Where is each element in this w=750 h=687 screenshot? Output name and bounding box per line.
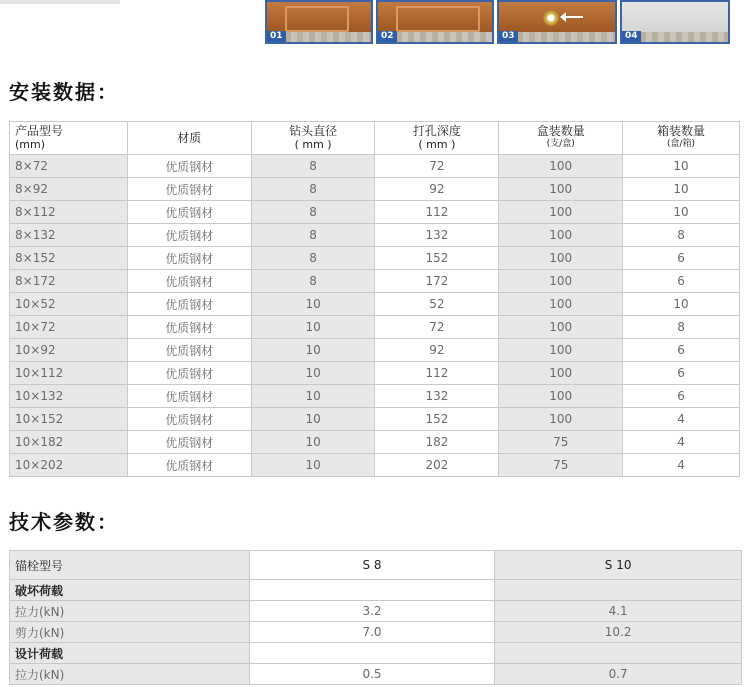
cell-material: 优质钢材 [127, 201, 251, 224]
table-header-row [10, 122, 740, 155]
tech-params-title: 技术参数： [9, 510, 119, 534]
cell-drill-diameter: 10 [251, 339, 375, 362]
cell-material: 优质钢材 [127, 155, 251, 178]
header-anchor-model: 锚栓型号 [10, 551, 250, 580]
cell-drill-diameter: 10 [251, 454, 375, 477]
cell-drill-diameter: 8 [251, 155, 375, 178]
cell-carton-qty: 6 [623, 247, 740, 270]
cell-material: 优质钢材 [127, 408, 251, 431]
cell-drill-diameter: 10 [251, 362, 375, 385]
install-data-title: 安装数据： [9, 80, 119, 104]
cell-material: 优质钢材 [127, 339, 251, 362]
cell-model: 8×132 [10, 224, 128, 247]
cell-s10: 10.2 [495, 622, 742, 643]
install-data-table [9, 121, 740, 477]
cell-box-qty: 75 [499, 431, 623, 454]
step-image-4 [620, 0, 730, 44]
cell-drill-depth: 52 [375, 293, 499, 316]
table-row [10, 155, 740, 178]
cell-box-qty: 100 [499, 247, 623, 270]
cell-carton-qty: 8 [623, 316, 740, 339]
cell-model: 8×72 [10, 155, 128, 178]
cell-s8: 7.0 [249, 622, 495, 643]
cell-label: 设计荷载 [10, 643, 250, 664]
arrow-left-icon [565, 16, 583, 18]
cell-material: 优质钢材 [127, 247, 251, 270]
cell-material: 优质钢材 [127, 316, 251, 339]
table-row [10, 385, 740, 408]
tech-row [10, 601, 742, 622]
cell-drill-depth: 182 [375, 431, 499, 454]
cell-carton-qty: 6 [623, 362, 740, 385]
cell-model: 8×172 [10, 270, 128, 293]
cell-s10: 4.1 [495, 601, 742, 622]
step-image-2 [376, 0, 494, 44]
cell-carton-qty: 6 [623, 385, 740, 408]
header-drill-depth: 打孔深度 ( mm ) [375, 122, 499, 155]
cell-model: 10×202 [10, 454, 128, 477]
anchor-head-icon [543, 10, 559, 26]
cell-carton-qty: 6 [623, 339, 740, 362]
step-number: 01 [267, 31, 286, 42]
cell-model: 8×152 [10, 247, 128, 270]
cell-drill-depth: 202 [375, 454, 499, 477]
cell-drill-diameter: 8 [251, 270, 375, 293]
cell-s8 [249, 580, 495, 601]
cell-carton-qty: 8 [623, 224, 740, 247]
table-row [10, 362, 740, 385]
table-row [10, 431, 740, 454]
cell-box-qty: 100 [499, 293, 623, 316]
cell-drill-diameter: 10 [251, 385, 375, 408]
table-row [10, 270, 740, 293]
header-drill-diameter: 钻头直径 ( mm ) [251, 122, 375, 155]
cell-box-qty: 100 [499, 224, 623, 247]
cell-carton-qty: 4 [623, 454, 740, 477]
cell-drill-diameter: 8 [251, 201, 375, 224]
tech-row [10, 622, 742, 643]
step-image-1 [265, 0, 373, 44]
cell-box-qty: 100 [499, 408, 623, 431]
cell-drill-depth: 132 [375, 224, 499, 247]
cell-s10: 0.7 [495, 664, 742, 685]
cell-s10 [495, 643, 742, 664]
cell-carton-qty: 10 [623, 155, 740, 178]
cell-drill-depth: 152 [375, 247, 499, 270]
cell-material: 优质钢材 [127, 385, 251, 408]
cell-material: 优质钢材 [127, 224, 251, 247]
cell-model: 10×182 [10, 431, 128, 454]
cell-carton-qty: 4 [623, 431, 740, 454]
table-row [10, 454, 740, 477]
cell-s8: 0.5 [249, 664, 495, 685]
cell-label: 剪力(kN) [10, 622, 250, 643]
cell-model: 10×132 [10, 385, 128, 408]
install-steps-strip [0, 0, 750, 48]
cell-box-qty: 100 [499, 178, 623, 201]
cell-carton-qty: 4 [623, 408, 740, 431]
cell-material: 优质钢材 [127, 362, 251, 385]
cell-material: 优质钢材 [127, 178, 251, 201]
header-material: 材质 [127, 122, 251, 155]
table-row [10, 316, 740, 339]
header-carton-qty: 箱装数量 (盒/箱) [623, 122, 740, 155]
step-image-3 [497, 0, 617, 44]
header-model: 产品型号 (mm) [10, 122, 128, 155]
step-number: 03 [499, 31, 518, 42]
table-row [10, 224, 740, 247]
cell-drill-diameter: 8 [251, 247, 375, 270]
cell-material: 优质钢材 [127, 293, 251, 316]
cell-s8 [249, 643, 495, 664]
table-row [10, 408, 740, 431]
tech-row [10, 580, 742, 601]
cell-box-qty: 100 [499, 339, 623, 362]
cell-box-qty: 100 [499, 362, 623, 385]
table-row [10, 339, 740, 362]
cell-carton-qty: 10 [623, 293, 740, 316]
tech-header-row [10, 551, 742, 580]
cell-box-qty: 75 [499, 454, 623, 477]
cell-box-qty: 100 [499, 270, 623, 293]
cell-drill-depth: 112 [375, 201, 499, 224]
cell-drill-diameter: 8 [251, 224, 375, 247]
cell-drill-depth: 132 [375, 385, 499, 408]
cell-carton-qty: 6 [623, 270, 740, 293]
cell-box-qty: 100 [499, 316, 623, 339]
table-row [10, 247, 740, 270]
table-row [10, 201, 740, 224]
header-s8: S 8 [249, 551, 495, 580]
cell-box-qty: 100 [499, 201, 623, 224]
cell-drill-diameter: 8 [251, 178, 375, 201]
cell-box-qty: 100 [499, 155, 623, 178]
step-number: 04 [622, 31, 641, 42]
cell-s10 [495, 580, 742, 601]
cell-model: 10×152 [10, 408, 128, 431]
tech-params-table [9, 550, 742, 685]
cell-drill-diameter: 10 [251, 408, 375, 431]
table-row [10, 293, 740, 316]
header-box-qty: 盒装数量 (支/盒) [499, 122, 623, 155]
cell-material: 优质钢材 [127, 431, 251, 454]
cell-drill-depth: 172 [375, 270, 499, 293]
cell-drill-diameter: 10 [251, 293, 375, 316]
cell-model: 10×92 [10, 339, 128, 362]
cell-box-qty: 100 [499, 385, 623, 408]
tech-row [10, 664, 742, 685]
cell-model: 10×112 [10, 362, 128, 385]
cell-drill-depth: 72 [375, 155, 499, 178]
table-row [10, 178, 740, 201]
cell-model: 10×52 [10, 293, 128, 316]
cell-material: 优质钢材 [127, 270, 251, 293]
cell-drill-diameter: 10 [251, 431, 375, 454]
cell-drill-depth: 92 [375, 178, 499, 201]
cell-label: 拉力(kN) [10, 601, 250, 622]
cell-drill-depth: 112 [375, 362, 499, 385]
tech-row [10, 643, 742, 664]
cell-s8: 3.2 [249, 601, 495, 622]
cell-model: 10×72 [10, 316, 128, 339]
strip-divider [0, 0, 120, 4]
step-number: 02 [378, 31, 397, 42]
cell-model: 8×92 [10, 178, 128, 201]
cell-carton-qty: 10 [623, 201, 740, 224]
cell-label: 破坏荷载 [10, 580, 250, 601]
cell-drill-depth: 92 [375, 339, 499, 362]
cell-drill-depth: 72 [375, 316, 499, 339]
cell-model: 8×112 [10, 201, 128, 224]
cell-drill-depth: 152 [375, 408, 499, 431]
header-s10: S 10 [495, 551, 742, 580]
cell-material: 优质钢材 [127, 454, 251, 477]
cell-drill-diameter: 10 [251, 316, 375, 339]
cell-carton-qty: 10 [623, 178, 740, 201]
cell-label: 拉力(kN) [10, 664, 250, 685]
